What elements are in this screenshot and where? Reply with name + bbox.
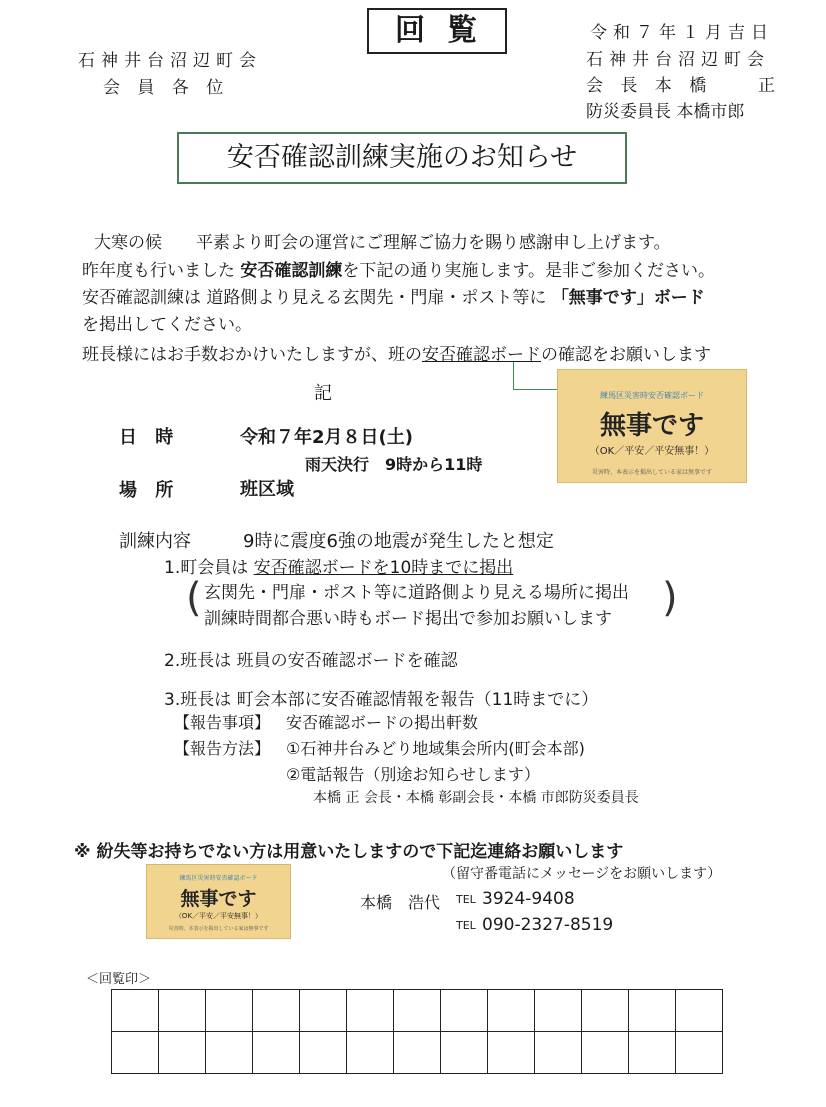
- training-item-1-note-2: 訓練時間都合悪い時もボード掲出で参加お願いします: [204, 609, 612, 629]
- notice-main: ※ 紛失等お持ちでない方は用意いたしますので下記迄連絡お願いします: [74, 842, 624, 862]
- seal-cell: [206, 990, 253, 1032]
- seal-cell: [300, 1032, 347, 1074]
- seal-row: [112, 1032, 723, 1074]
- contact-name: 本橋 浩代: [360, 893, 441, 912]
- board-large-footer: 災害時、本表示を掲出している家は無事です: [591, 469, 712, 476]
- board-large-main: 無事です: [599, 411, 704, 441]
- page-title: 安否確認訓練実施のお知らせ: [177, 132, 627, 184]
- report-method-2: ②電話報告（別途お知らせします）: [286, 765, 540, 784]
- circulation-seal-label: ＜回覧印＞: [86, 972, 152, 987]
- intro-line-2: [82, 256, 715, 281]
- bracket-right: ): [662, 575, 678, 621]
- board-large-sub: （OK／平安／平安無事！）: [589, 446, 715, 457]
- recipient-org: 石神井台沼辺町会: [78, 51, 262, 71]
- issue-date: 令和７年１月吉日: [590, 23, 774, 43]
- date-label: 日 時: [119, 427, 180, 448]
- circulation-stamp: 回覧: [367, 8, 507, 54]
- training-item-1-pre: 1.町会員は: [164, 558, 249, 578]
- board-small-main: 無事です: [180, 888, 257, 910]
- seal-cell: [347, 1032, 394, 1074]
- intro-line-5: [82, 340, 711, 365]
- intro-line-3-pre: 安否確認訓練は 道路側より見える玄関先・門扉・ポスト等に: [82, 288, 547, 308]
- seal-cell: [394, 990, 441, 1032]
- seal-cell: [394, 1032, 441, 1074]
- training-item-2: 2.班長は 班員の安否確認ボードを確認: [164, 651, 458, 671]
- seal-cell: [488, 1032, 535, 1074]
- seal-cell: [488, 990, 535, 1032]
- training-description: 9時に震度6強の地震が発生したと想定: [243, 531, 554, 552]
- board-small-sub: （OK／平安／平安無事！）: [174, 912, 263, 920]
- seal-cell: [159, 990, 206, 1032]
- training-item-1-note-1: 玄関先・門扉・ポスト等に道路側より見える場所に掲出: [204, 583, 629, 603]
- recipient-members: 会 員 各 位: [103, 78, 230, 98]
- seal-cell: [159, 1032, 206, 1074]
- safety-board-image-large: [557, 369, 747, 483]
- contact-persons: 本橋 正 会長・本橋 彰副会長・本橋 市郎防災委員長: [313, 790, 639, 806]
- phone-number-2: 090-2327-8519: [482, 915, 614, 935]
- training-item-1: [164, 553, 513, 578]
- seal-cell: [112, 1032, 159, 1074]
- tel-label-1: TEL: [456, 893, 476, 906]
- seal-cell: [441, 990, 488, 1032]
- intro-line-2-bold: 安否確認訓練: [240, 261, 343, 281]
- training-item-3: 3.班長は 町会本部に安否確認情報を報告（11時までに）: [164, 690, 599, 710]
- board-small-footer: 災害時、本表示を掲出している家は無事です: [168, 926, 269, 932]
- seal-cell: [535, 990, 582, 1032]
- seal-cell: [629, 990, 676, 1032]
- sender-president: 会 長 本 橋 正: [586, 76, 782, 96]
- sender-org: 石神井台沼辺町会: [586, 50, 770, 70]
- sender-committee-chair: 防災委員長 本橋市郎: [586, 102, 745, 122]
- rain-note: 雨天決行 9時から11時: [305, 455, 483, 474]
- intro-line-5-pre: 班長様にはお手数おかけいたしますが、班の: [82, 345, 422, 365]
- intro-line-5-underlined: 安否確認ボード: [422, 345, 541, 365]
- intro-line-2-post: を下記の通り実施します。是非ご参加ください。: [342, 261, 716, 281]
- report-method-1: ①石神井台みどり地域集会所内(町会本部): [286, 739, 585, 758]
- seal-cell: [582, 1032, 629, 1074]
- seal-cell: [347, 990, 394, 1032]
- intro-line-2-pre: 昨年度も行いました: [82, 261, 235, 281]
- seal-cell: [535, 1032, 582, 1074]
- safety-board-image-small: [146, 864, 291, 939]
- seal-cell: [206, 1032, 253, 1074]
- seal-cell: [441, 1032, 488, 1074]
- seal-cell: [253, 1032, 300, 1074]
- seal-cell: [300, 990, 347, 1032]
- circulation-seal-grid: [111, 989, 723, 1074]
- report-method-label: 【報告方法】: [174, 739, 271, 758]
- intro-line-3-bold: 「無事です」ボード: [551, 288, 705, 308]
- training-item-1-underlined: 安否確認ボードを10時までに掲出: [253, 558, 514, 578]
- tel-label-2: TEL: [456, 919, 476, 932]
- board-small-header: 練馬区災害時安否確認ボード: [179, 875, 258, 882]
- seal-cell: [253, 990, 300, 1032]
- pointer-line: [513, 362, 558, 390]
- intro-greeting: 大寒の候 平素より町会の運営にご理解ご協力を賜り感謝申し上げます。: [94, 233, 671, 253]
- seal-cell: [582, 990, 629, 1032]
- report-items-value: 安否確認ボードの掲出軒数: [286, 713, 479, 732]
- intro-line-5-post: の確認をお願いします: [541, 345, 711, 365]
- place-label: 場 所: [119, 480, 180, 501]
- place-value: 班区域: [240, 479, 294, 500]
- seal-cell: [112, 990, 159, 1032]
- answering-machine-note: （留守番電話にメッセージをお願いします）: [442, 866, 722, 882]
- seal-row: [112, 990, 723, 1032]
- report-items-label: 【報告事項】: [174, 713, 271, 732]
- phone-number-1: 3924-9408: [482, 889, 575, 909]
- date-value: 令和７年2月８日(土): [240, 427, 413, 448]
- board-large-header: 練馬区災害時安否確認ボード: [600, 391, 704, 400]
- seal-cell: [629, 1032, 676, 1074]
- bracket-left: (: [186, 575, 202, 621]
- intro-line-3: [82, 283, 705, 308]
- ki-heading: 記: [314, 383, 332, 404]
- seal-cell: [676, 1032, 723, 1074]
- training-label: 訓練内容: [119, 531, 191, 552]
- seal-cell: [676, 990, 723, 1032]
- intro-line-4: を掲出してください。: [82, 315, 252, 335]
